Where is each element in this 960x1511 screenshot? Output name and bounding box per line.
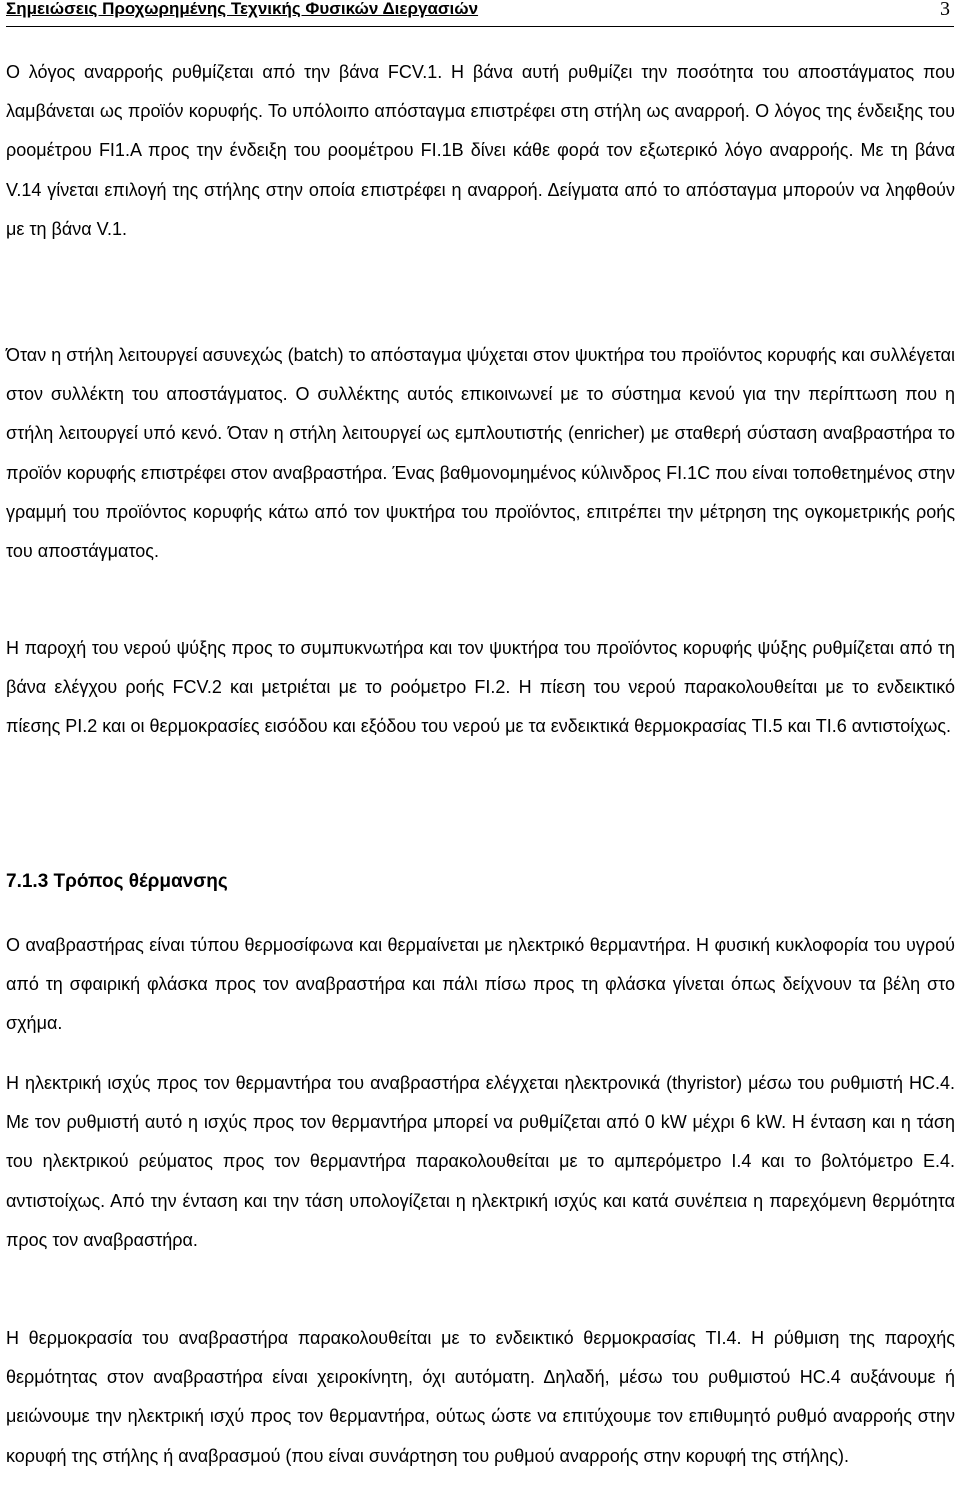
- paragraph-heater-power: Η ηλεκτρική ισχύς προς τον θερμαντήρα του αναβραστήρα ελέγχεται ηλεκτρονικά (thyristor) μέσω του ρυθμιστή HC.4. Με τον ρυθμιστή αυτό η ισχύς προς τον θερμαντήρα μπορεί να ρυθμίζεται από 0 kW μέχρι 6 kW. Η ένταση και η τάση του ηλεκτρικού ρεύματος προς τον θερμαντήρα παρακολουθείται με το αμπερόμετρο I.4 και το βολτόμετρο E.4. αντιστοίχως. Από την ένταση και την τάση υπολογίζεται η ηλεκτρική ισχύς και κατά συνέπεια η παρεχόμενη θερμότητα προς τον αναβραστήρα.: [6, 1073, 955, 1250]
- page-header: [6, 0, 954, 27]
- paragraph-batch-operation: Όταν η στήλη λειτουργεί ασυνεχώς (batch) το απόσταγμα ψύχεται στον ψυκτήρα του προϊόντος κορυφής και συλλέγεται στον συλλέκτη του αποστάγματος. Ο συλλέκτης αυτός επικοινωνεί με το σύστημα κενού για την περίπτωση που η στήλη λειτουργεί υπό κενό. Όταν η στήλη λειτουργεί ως εμπλουτιστής (enricher) με σταθερή σύσταση αναβραστήρα το προϊόν κορυφής επιστρέφει στον αναβραστήρα. Ένας βαθμονομημένος κύλινδρος FI.1C που είναι τοποθετημένος στην γραμμή του προϊόντος κορυφής κάτω από τον ψυκτήρα του προϊόντος, επιτρέπει την μέτρηση της ογκομετρικής ροής του αποστάγματος.: [6, 345, 955, 562]
- paragraph-cooling-water: Η παροχή του νερού ψύξης προς το συμπυκνωτήρα και τον ψυκτήρα του προϊόντος κορυφής ψύξης ρυθμίζεται από τη βάνα ελέγχου ροής FCV.2 και μετριέται με το ροόμετρο FI.2. Η πίεση του νερού παρακολουθείται με το ενδεικτικό πίεσης PI.2 και οι θερμοκρασίες εισόδου και εξόδου του νερού με τα ενδεικτικά θερμοκρασίας TI.5 και TI.6 αντιστοίχως.: [6, 638, 955, 737]
- header-title: Σημειώσεις Προχωρημένης Τεχνικής Φυσικών Διεργασιών: [6, 0, 479, 18]
- paragraph-reflux: Ο λόγος αναρροής ρυθμίζεται από την βάνα FCV.1. Η βάνα αυτή ρυθμίζει την ποσότητα του αποστάγματος που λαμβάνεται ως προϊόν κορυφής. Το υπόλοιπο απόσταγμα επιστρέφει στη στήλη ως αναρροή. Ο λόγος της ένδειξης του ροομέτρου FI1.A προς την ένδειξη του ροομέτρου FI.1B δίνει κάθε φορά τον εξωτερικό λόγο αναρροής. Με τη βάνα V.14 γίνεται επιλογή της στήλης στην οποία επιστρέφει η αναρροή. Δείγματα από το απόσταγμα μπορούν να ληφθούν με τη βάνα V.1.: [6, 62, 955, 239]
- paragraph-temperature-control: Η θερμοκρασία του αναβραστήρα παρακολουθείται με το ενδεικτικό θερμοκρασίας TI.4. Η ρύθμιση της παροχής θερμότητας στον αναβραστήρα είναι χειροκίνητη, όχι αυτόματη. Δηλαδή, μέσω του ρυθμιστού HC.4 αυξάνουμε ή μειώνουμε την ηλεκτρική ισχύ προς τον θερμαντήρα, ούτως ώστε να επιτύχουμε τον επιθυμητό ρυθμό αναρροής στην κορυφή της στήλης ή αναβρασμού (που είναι συνάρτηση του ρυθμού αναρροής στην κορυφή της στήλης).: [6, 1328, 955, 1466]
- section-heading: 7.1.3 Τρόπος θέρμανσης: [6, 871, 228, 892]
- page-number: 3: [940, 0, 950, 20]
- paragraph-reboiler: Ο αναβραστήρας είναι τύπου θερμοσίφωνα και θερμαίνεται με ηλεκτρικό θερμαντήρα. Η φυσική κυκλοφορία του υγρού από τη σφαιρική φλάσκα προς τον αναβραστήρα και πάλι πίσω προς τη φλάσκα γίνεται όπως δείχνουν τα βέλη στο σχήμα.: [6, 935, 955, 1034]
